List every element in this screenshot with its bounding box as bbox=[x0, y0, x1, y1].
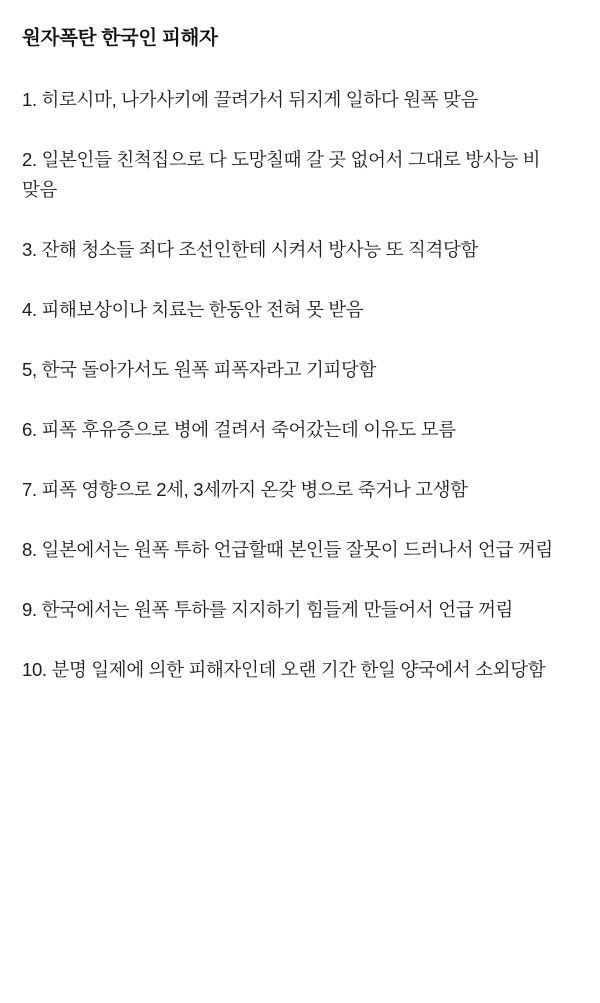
list-item: 2. 일본인들 친척집으로 다 도망칠때 갈 곳 없어서 그대로 방사능 비 맞음 bbox=[22, 149, 541, 201]
list-item: 1. 히로시마, 나가사키에 끌려가서 뒤지게 일하다 원폭 맞음 bbox=[22, 89, 479, 111]
list-item: 10. 분명 일제에 의한 피해자인데 오랜 기간 한일 양국에서 소외당함 bbox=[22, 659, 546, 681]
list-item: 8. 일본에서는 원폭 투하 언급할때 본인들 잘못이 드러나서 언급 꺼림 bbox=[22, 539, 553, 561]
list-item: 9. 한국에서는 원폭 투하를 지지하기 힘들게 만들어서 언급 꺼림 bbox=[22, 599, 514, 621]
list-item: 4. 피해보상이나 치료는 한동안 전혀 못 받음 bbox=[22, 299, 364, 321]
list-item: 7. 피폭 영향으로 2세, 3세까지 온갖 병으로 죽거나 고생함 bbox=[22, 479, 468, 501]
list-item: 3. 잔해 청소들 죄다 조선인한테 시켜서 방사능 또 직격당함 bbox=[22, 239, 479, 261]
numbered-item-list bbox=[22, 85, 578, 685]
list-item: 5, 한국 돌아가서도 원폭 피폭자라고 기피당함 bbox=[22, 359, 377, 381]
list-item: 6. 피폭 후유증으로 병에 걸려서 죽어갔는데 이유도 모름 bbox=[22, 419, 456, 441]
page-title: 원자폭탄 한국인 피해자 bbox=[22, 27, 218, 49]
